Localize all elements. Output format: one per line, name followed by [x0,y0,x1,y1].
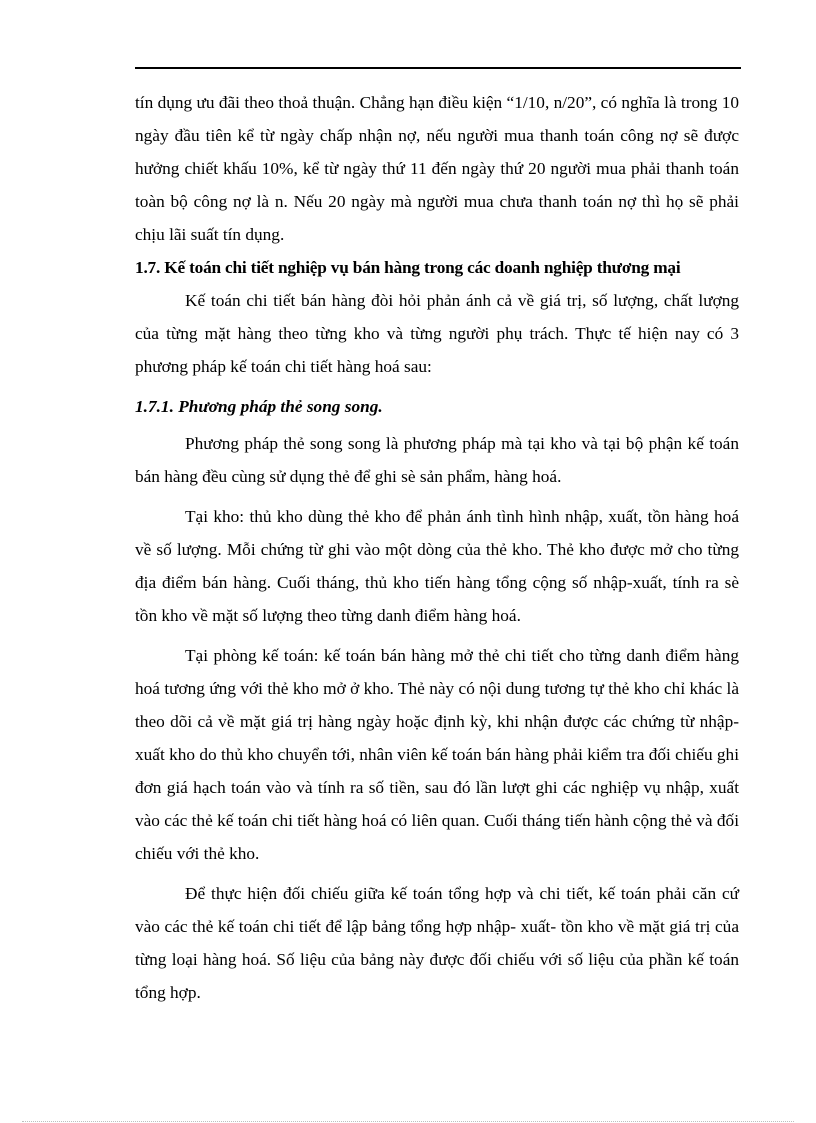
subsection-heading-1-7-1: 1.7.1. Phương pháp thẻ song song. [135,397,383,416]
paragraph-parallel-card-method: Phương pháp thẻ song song là phương pháp mà tại kho và tại bộ phận kế toán bán hàng đều cùng sử dụng thẻ để ghi sè sản phẩm, hàng hoá. [135,434,739,486]
section-heading-1-7: 1.7. Kế toán chi tiết nghiệp vụ bán hàng trong các doanh nghiệp thương mại [135,258,681,277]
footer-dotted-rule [22,1121,794,1122]
document-body [135,86,739,1009]
header-rule [135,67,741,69]
paragraph-intro: tín dụng ưu đãi theo thoả thuận. Chẳng hạn điều kiện “1/10, n/20”, có nghĩa là trong 10 ngày đầu tiên kể từ ngày chấp nhận nợ, nếu người mua thanh toán công nợ sẽ được hưởng chiết khấu 10%, kể từ ngày thứ 11 đến ngày thứ 20 người mua phải thanh toán toàn bộ công nợ là n. Nếu 20 ngày mà người mua chưa thanh toán nợ thì họ sẽ phải chịu lãi suất tín dụng. [135,93,739,244]
paragraph-reconciliation: Để thực hiện đối chiếu giữa kế toán tổng hợp và chi tiết, kế toán phải căn cứ vào các thẻ kế toán chi tiết để lập bảng tổng hợp nhập- xuất- tồn kho về mặt giá trị của từng loại hàng hoá. Số liệu của bảng này được đối chiếu với số liệu của phần kế toán tổng hợp. [135,884,739,1002]
paragraph-detail-accounting: Kế toán chi tiết bán hàng đòi hỏi phản ánh cả về giá trị, số lượng, chất lượng của từng mặt hàng theo từng kho và từng người phụ trách. Thực tế hiện nay có 3 phương pháp kế toán chi tiết hàng hoá sau: [135,291,739,376]
paragraph-at-accounting-office: Tại phòng kế toán: kế toán bán hàng mở thẻ chi tiết cho từng danh điểm hàng hoá tương ứng với thẻ kho mở ở kho. Thẻ này có nội dung tương tự thẻ kho chỉ khác là theo dõi cả về mặt giá trị hàng ngày hoặc định kỳ, khi nhận được các chứng từ nhập- xuất kho do thủ kho chuyển tới, nhân viên kế toán bán hàng phải kiểm tra đối chiếu ghi đơn giá hạch toán vào và tính ra số tiền, sau đó lần lượt ghi các nghiệp vụ nhập, xuất vào các thẻ kế toán chi tiết hàng hoá có liên quan. Cuối tháng tiến hành cộng thẻ và đối chiếu với thẻ kho. [135,646,739,863]
paragraph-at-warehouse: Tại kho: thủ kho dùng thẻ kho để phản ánh tình hình nhập, xuất, tồn hàng hoá về số lượng. Mỗi chứng từ ghi vào một dòng của thẻ kho. Thẻ kho được mở cho từng địa điểm bán hàng. Cuối tháng, thủ kho tiến hàng tổng cộng số nhập-xuất, tính ra sè tồn kho về mặt số lượng theo từng danh điểm hàng hoá. [135,507,739,625]
